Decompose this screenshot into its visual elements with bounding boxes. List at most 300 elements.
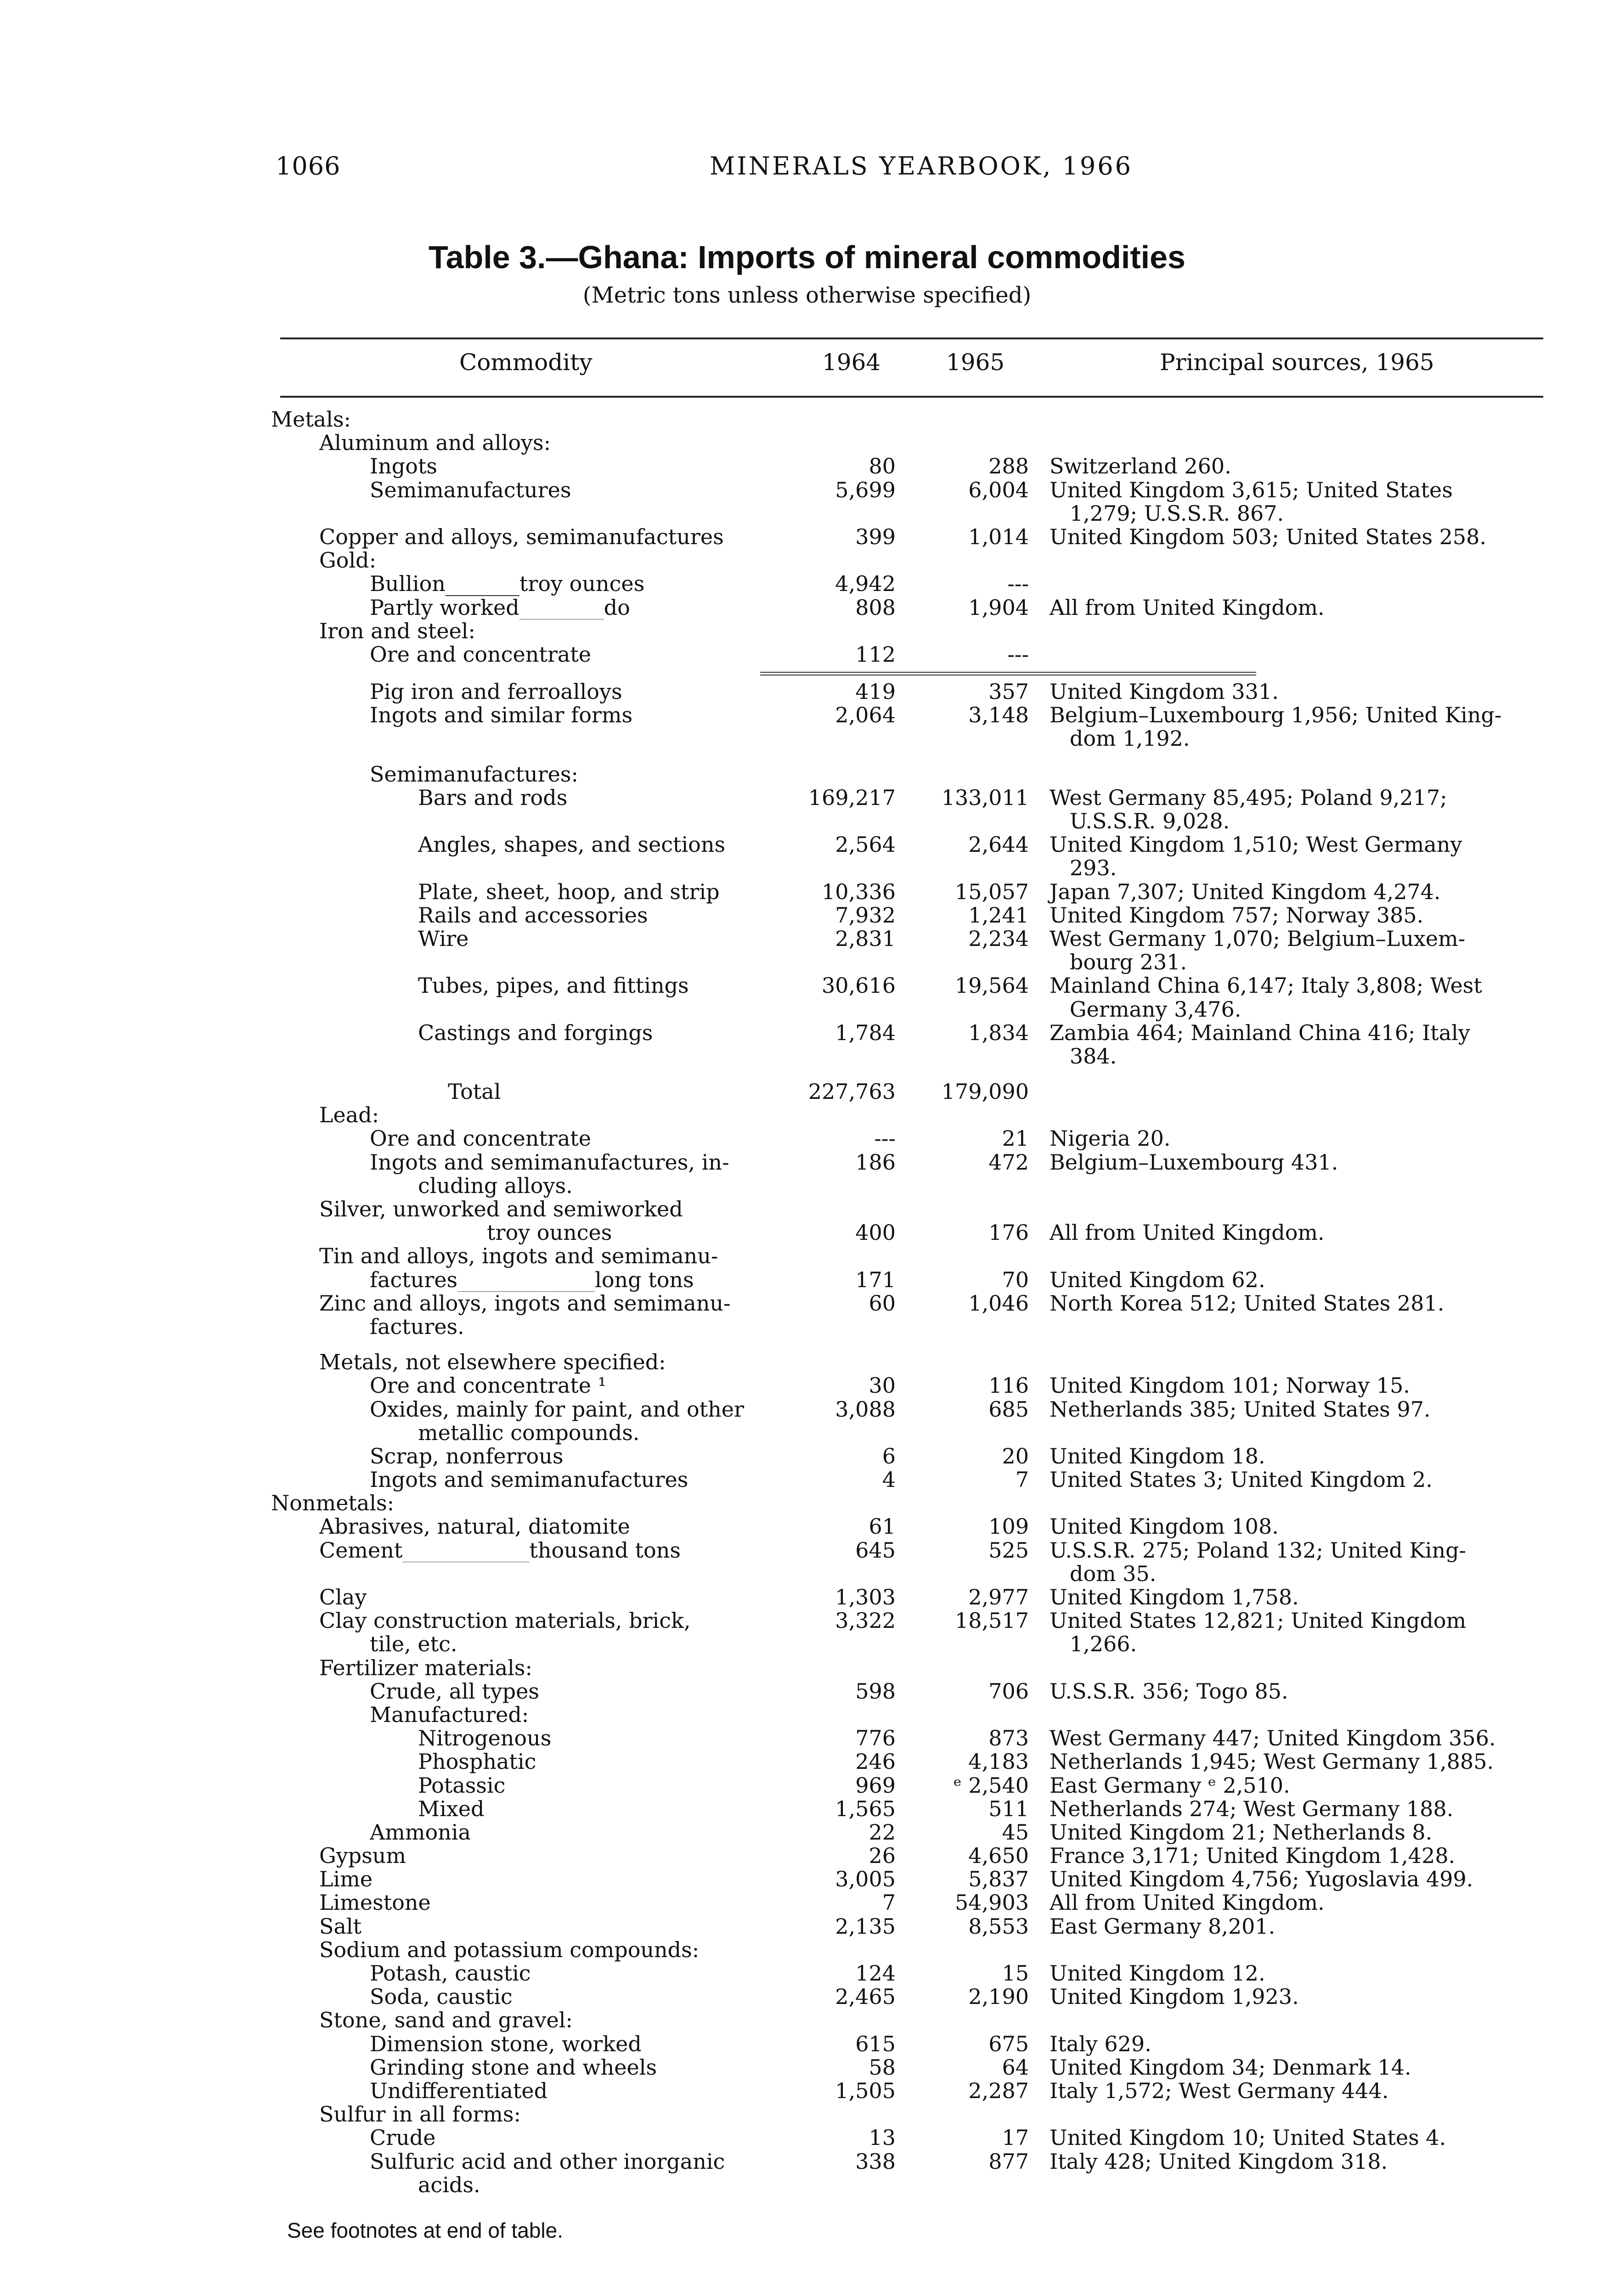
value-1965: 873 — [988, 1726, 1029, 1751]
commodity-cell — [319, 1103, 382, 1127]
value-1964: 3,005 — [835, 1867, 896, 1892]
value-1964: 776 — [855, 1726, 896, 1751]
principal-sources: United Kingdom 21; Netherlands 8. — [1050, 1819, 1433, 1845]
table-row — [271, 1609, 1557, 1632]
table-separator — [271, 666, 1557, 680]
value-1965: 2,977 — [968, 1585, 1029, 1609]
column-header-1965: 1965 — [946, 349, 1005, 376]
value-1965: 2,644 — [968, 832, 1029, 857]
commodity-cell — [370, 1821, 781, 1844]
table-row — [271, 1315, 1557, 1339]
value-1965: 133,011 — [941, 785, 1029, 810]
table-row — [271, 1351, 1557, 1374]
principal-sources: United States 3; United Kingdom 2. — [1050, 1467, 1433, 1492]
table-row — [271, 1938, 1557, 1962]
table-row — [271, 1292, 1557, 1315]
value-1965: 15 — [1002, 1961, 1029, 1986]
value-1965: 1,834 — [968, 1020, 1029, 1045]
table-row — [271, 1962, 1557, 1985]
principal-sources: U.S.S.R. 356; Togo 85. — [1050, 1678, 1288, 1704]
commodity-cell — [370, 1268, 781, 1292]
table-row — [271, 1586, 1557, 1609]
value-1964: --- — [874, 1126, 896, 1151]
principal-sources: Switzerland 260. — [1050, 454, 1231, 479]
table-spacer — [271, 1068, 1557, 1080]
commodity-cell — [418, 833, 781, 856]
table-row — [271, 2056, 1557, 2079]
table-row — [271, 1491, 1557, 1515]
table-row — [271, 1915, 1557, 1938]
value-1965: 1,904 — [968, 595, 1029, 620]
value-1965: 288 — [988, 454, 1029, 479]
value-1964: 969 — [855, 1773, 896, 1798]
principal-sources: dom 1,192. — [1050, 726, 1190, 751]
value-1964: 3,322 — [835, 1608, 896, 1633]
table-row — [271, 596, 1557, 619]
value-1964: 112 — [855, 642, 896, 667]
commodity-cell — [319, 2103, 524, 2126]
value-1965: 109 — [988, 1514, 1029, 1539]
value-1964: 26 — [869, 1843, 896, 1868]
principal-sources: Italy 428; United Kingdom 318. — [1050, 2149, 1388, 2174]
value-1964: 399 — [855, 524, 896, 549]
commodity-label: Nonmetals: — [271, 1491, 397, 1515]
value-1965: 4,650 — [968, 1843, 1029, 1868]
table-row — [271, 619, 1557, 643]
value-1965: 511 — [988, 1796, 1029, 1821]
principal-sources: United Kingdom 1,923. — [1050, 1984, 1299, 2009]
principal-sources: U.S.S.R. 275; Poland 132; United King- — [1050, 1537, 1467, 1563]
value-1965: 64 — [1002, 2054, 1029, 2080]
principal-sources: United Kingdom 101; Norway 15. — [1050, 1373, 1410, 1398]
value-1965: 6,004 — [968, 477, 1029, 502]
column-header-commodity: Commodity — [459, 349, 593, 376]
commodity-cell — [370, 1985, 781, 2009]
table-row — [271, 1221, 1557, 1244]
principal-sources: dom 35. — [1050, 1561, 1157, 1586]
commodity-label: Tubes, pipes, and fittings — [418, 974, 692, 997]
column-header-principal-sources: Principal sources, 1965 — [1160, 349, 1434, 376]
table-row — [271, 974, 1557, 997]
value-1965: 19,564 — [955, 973, 1029, 998]
table-row — [271, 1680, 1557, 1703]
value-1964: 1,303 — [835, 1585, 896, 1609]
commodity-label: Abrasives, natural, diatomite — [319, 1515, 633, 1538]
table-row — [271, 2103, 1557, 2126]
value-1965: 54,903 — [955, 1890, 1029, 1915]
value-1964: 2,064 — [835, 703, 896, 728]
principal-sources: United Kingdom 503; United States 258. — [1050, 524, 1486, 549]
principal-sources: United Kingdom 4,756; Yugoslavia 499. — [1050, 1867, 1473, 1892]
commodity-cell — [370, 1680, 781, 1703]
commodity-cell — [418, 1797, 781, 1821]
principal-sources: United Kingdom 331. — [1050, 679, 1279, 704]
principal-sources: France 3,171; United Kingdom 1,428. — [1050, 1843, 1456, 1868]
value-1964: 30 — [869, 1373, 896, 1398]
value-1964: 169,217 — [808, 785, 896, 810]
commodity-cell — [370, 1398, 747, 1421]
principal-sources: United Kingdom 108. — [1050, 1514, 1279, 1539]
table-row — [271, 431, 1557, 455]
table-spacer — [271, 1339, 1557, 1351]
commodity-label: Total — [448, 1080, 503, 1103]
value-1964: 2,564 — [835, 832, 896, 857]
commodity-cell — [370, 763, 581, 786]
commodity-cell — [370, 680, 781, 703]
table-row — [271, 951, 1557, 974]
commodity-cell — [370, 1127, 781, 1150]
commodity-label: troy ounces — [487, 1221, 615, 1244]
table-row — [271, 833, 1557, 856]
value-1964: 615 — [855, 2031, 896, 2056]
principal-sources: 1,266. — [1050, 1632, 1137, 1657]
principal-sources: United Kingdom 1,758. — [1050, 1585, 1299, 1609]
commodity-label: Cement____________thousand tons — [319, 1539, 683, 1562]
commodity-cell — [370, 596, 781, 619]
table-row — [271, 1398, 1557, 1421]
commodity-label: Phosphatic — [418, 1750, 539, 1773]
principal-sources: Italy 629. — [1050, 2031, 1151, 2056]
commodity-label: cluding alloys. — [418, 1174, 576, 1198]
commodity-label: Sulfur in all forms: — [319, 2103, 524, 2126]
table-row — [271, 1445, 1557, 1468]
principal-sources: United States 12,821; United Kingdom — [1050, 1608, 1467, 1633]
principal-sources: West Germany 1,070; Belgium–Luxem- — [1050, 926, 1466, 951]
table-row — [271, 680, 1557, 703]
value-1965: 1,014 — [968, 524, 1029, 549]
value-1965: 70 — [1002, 1267, 1029, 1292]
commodity-label: Iron and steel: — [319, 619, 478, 643]
table-row — [271, 1632, 1557, 1656]
commodity-label: Aluminum and alloys: — [319, 431, 553, 455]
table-row — [271, 1468, 1557, 1491]
value-1965: 5,837 — [968, 1867, 1029, 1892]
column-header-1964: 1964 — [822, 349, 881, 376]
table-row — [271, 1174, 1557, 1198]
commodity-cell — [418, 1421, 642, 1445]
principal-sources: Netherlands 274; West Germany 188. — [1050, 1796, 1454, 1821]
commodity-cell — [418, 2173, 483, 2197]
value-1965: 472 — [988, 1149, 1029, 1175]
commodity-label: Fertilizer materials: — [319, 1656, 535, 1680]
table-spacer — [271, 751, 1557, 763]
value-1964: 246 — [855, 1749, 896, 1774]
commodity-label: Ammonia — [370, 1821, 474, 1844]
commodity-cell — [319, 1539, 781, 1562]
value-1964: 2,465 — [835, 1984, 896, 2009]
table-header-rule — [280, 396, 1543, 398]
table-title: Table 3.—Ghana: Imports of mineral commodities — [429, 239, 1185, 275]
table-row — [271, 703, 1557, 727]
value-1965: 357 — [988, 679, 1029, 704]
value-1965: --- — [1007, 571, 1029, 597]
commodity-cell — [418, 927, 781, 951]
commodity-cell — [370, 1445, 781, 1468]
value-1964: 227,763 — [808, 1079, 896, 1104]
principal-sources: East Germany ᵉ 2,510. — [1050, 1773, 1290, 1798]
table-row — [271, 2173, 1557, 2197]
table-row — [271, 1374, 1557, 1397]
table-row — [271, 810, 1557, 833]
value-1965: 3,148 — [968, 703, 1029, 728]
value-1964: 1,565 — [835, 1796, 896, 1821]
value-1965: 45 — [1002, 1819, 1029, 1845]
commodity-label: tile, etc. — [370, 1632, 460, 1656]
value-1964: 4,942 — [835, 571, 896, 597]
commodity-cell — [319, 1292, 734, 1315]
commodity-label: Lime — [319, 1868, 375, 1891]
table-row — [271, 1539, 1557, 1562]
table-row — [271, 643, 1557, 666]
table-row — [271, 408, 1557, 431]
commodity-cell — [319, 1198, 686, 1221]
commodity-label: factures. — [370, 1315, 467, 1339]
commodity-label: Angles, shapes, and sections — [418, 833, 728, 856]
principal-sources: Germany 3,476. — [1050, 996, 1242, 1022]
principal-sources: Italy 1,572; West Germany 444. — [1050, 2078, 1389, 2103]
table-row — [271, 998, 1557, 1021]
table-row — [271, 1515, 1557, 1538]
value-1964: 2,135 — [835, 1913, 896, 1939]
commodity-cell — [271, 1491, 397, 1515]
value-1965: 20 — [1002, 1443, 1029, 1469]
commodity-label: Ingots and similar forms — [370, 703, 635, 727]
principal-sources: 293. — [1050, 855, 1117, 881]
commodity-label: Copper and alloys, semimanufactures — [319, 525, 727, 549]
principal-sources: United Kingdom 1,510; West Germany — [1050, 832, 1462, 857]
commodity-label: Bars and rods — [418, 786, 570, 810]
value-1964: 3,088 — [835, 1396, 896, 1422]
commodity-label: Plate, sheet, hoop, and strip — [418, 880, 722, 904]
table-row — [271, 502, 1557, 525]
commodity-cell — [370, 1632, 460, 1656]
table-row — [271, 2009, 1557, 2032]
commodity-cell — [370, 703, 781, 727]
commodity-label: Gypsum — [319, 1844, 409, 1868]
table-subtitle: (Metric tons unless otherwise specified) — [582, 282, 1032, 308]
commodity-cell — [319, 549, 379, 572]
table-row — [271, 1891, 1557, 1914]
table-row — [271, 1562, 1557, 1586]
commodity-label: Zinc and alloys, ingots and semimanu- — [319, 1292, 734, 1315]
commodity-label: Stone, sand and gravel: — [319, 2009, 576, 2032]
commodity-cell — [319, 1609, 693, 1632]
value-1965: 675 — [988, 2031, 1029, 2056]
value-1964: 645 — [855, 1537, 896, 1563]
value-1964: 13 — [869, 2125, 896, 2150]
value-1965: 18,517 — [955, 1608, 1029, 1633]
commodity-label: Potassic — [418, 1774, 508, 1797]
commodity-label: Potash, caustic — [370, 1962, 534, 1985]
value-1965: 2,190 — [968, 1984, 1029, 2009]
commodity-label: Grinding stone and wheels — [370, 2056, 660, 2079]
commodity-label: Semimanufactures — [370, 478, 574, 502]
commodity-cell — [370, 572, 781, 596]
principal-sources: Netherlands 385; United States 97. — [1050, 1396, 1431, 1422]
table-row — [271, 2126, 1557, 2150]
principal-sources: United Kingdom 3,615; United States — [1050, 477, 1453, 502]
commodity-label: Dimension stone, worked — [370, 2032, 644, 2056]
value-1965: 2,287 — [968, 2078, 1029, 2103]
table-row — [271, 727, 1557, 750]
table-row — [271, 1985, 1557, 2009]
principal-sources: United Kingdom 12. — [1050, 1961, 1265, 1986]
value-1964: 6 — [882, 1443, 896, 1469]
table-row — [271, 1080, 1557, 1103]
commodity-cell — [370, 1315, 467, 1339]
principal-sources: East Germany 8,201. — [1050, 1913, 1275, 1939]
running-title: MINERALS YEARBOOK, 1966 — [710, 152, 1133, 180]
table-row — [271, 1198, 1557, 1221]
commodity-cell — [370, 1962, 781, 1985]
commodity-cell — [319, 619, 478, 643]
value-1964: 60 — [869, 1290, 896, 1316]
principal-sources: West Germany 85,495; Poland 9,217; — [1050, 785, 1447, 810]
value-1965: --- — [1007, 642, 1029, 667]
principal-sources: North Korea 512; United States 281. — [1050, 1290, 1445, 1316]
commodity-label: Soda, caustic — [370, 1985, 515, 2009]
value-1964: 338 — [855, 2149, 896, 2174]
table-row — [271, 1821, 1557, 1844]
commodity-cell — [319, 1656, 535, 1680]
table-row — [271, 1844, 1557, 1868]
value-1965: 685 — [988, 1396, 1029, 1422]
commodity-label: Ore and concentrate — [370, 1127, 594, 1150]
commodity-label: Sulfuric acid and other inorganic — [370, 2150, 728, 2173]
commodity-cell — [370, 2150, 728, 2173]
value-1964: 598 — [855, 1678, 896, 1704]
value-1964: 4 — [882, 1467, 896, 1492]
commodity-label: Sodium and potassium compounds: — [319, 1938, 702, 1962]
value-1964: 1,784 — [835, 1020, 896, 1045]
commodity-cell — [319, 1891, 781, 1914]
commodity-label: Lead: — [319, 1103, 382, 1127]
value-1964: 30,616 — [822, 973, 896, 998]
table-row — [271, 1244, 1557, 1268]
value-1964: 400 — [855, 1220, 896, 1245]
commodity-cell — [448, 1080, 781, 1103]
value-1964: 171 — [855, 1267, 896, 1292]
value-1965: ᵉ 2,540 — [953, 1773, 1029, 1798]
value-1964: 80 — [869, 454, 896, 479]
value-1965: 1,046 — [968, 1290, 1029, 1316]
table-row — [271, 927, 1557, 951]
commodity-label: Silver, unworked and semiworked — [319, 1198, 686, 1221]
value-1965: 2,234 — [968, 926, 1029, 951]
commodity-cell — [370, 2056, 781, 2079]
table-row — [271, 572, 1557, 596]
commodity-label: Metals: — [271, 408, 354, 431]
table-body — [271, 408, 1557, 2197]
table-row — [271, 478, 1557, 502]
principal-sources: All from United Kingdom. — [1050, 1890, 1325, 1915]
commodity-label: Clay construction materials, brick, — [319, 1609, 693, 1632]
principal-sources: United Kingdom 18. — [1050, 1443, 1265, 1469]
principal-sources: Japan 7,307; United Kingdom 4,274. — [1050, 879, 1441, 904]
table-row — [271, 455, 1557, 478]
value-1964: 7 — [882, 1890, 896, 1915]
value-1965: 525 — [988, 1537, 1029, 1563]
commodity-label: Semimanufactures: — [370, 763, 581, 786]
commodity-label: Crude, all types — [370, 1680, 542, 1703]
table-row — [271, 1268, 1557, 1292]
table-row — [271, 1656, 1557, 1680]
value-1964: 61 — [869, 1514, 896, 1539]
commodity-cell — [418, 974, 781, 997]
commodity-cell — [418, 1774, 781, 1797]
commodity-label: Scrap, nonferrous — [370, 1445, 566, 1468]
table-row — [271, 1750, 1557, 1773]
table-row — [271, 786, 1557, 810]
commodity-label: acids. — [418, 2173, 483, 2197]
value-1965: 8,553 — [968, 1913, 1029, 1939]
table-row — [271, 904, 1557, 927]
table-row — [271, 525, 1557, 549]
principal-sources: United Kingdom 34; Denmark 14. — [1050, 2054, 1411, 2080]
commodity-label: Rails and accessories — [418, 904, 651, 927]
value-1965: 176 — [988, 1220, 1029, 1245]
commodity-label: Ingots and semimanufactures — [370, 1468, 691, 1491]
commodity-cell — [319, 1351, 669, 1374]
principal-sources: Zambia 464; Mainland China 416; Italy — [1050, 1020, 1470, 1045]
commodity-label: Wire — [418, 927, 471, 951]
value-1965: 21 — [1002, 1126, 1029, 1151]
table-row — [271, 1421, 1557, 1445]
principal-sources: United Kingdom 62. — [1050, 1267, 1265, 1292]
commodity-label: Manufactured: — [370, 1703, 531, 1727]
commodity-label: Pig iron and ferroalloys — [370, 680, 625, 703]
value-1965: 179,090 — [941, 1079, 1029, 1104]
principal-sources: Netherlands 1,945; West Germany 1,885. — [1050, 1749, 1494, 1774]
value-1964: 808 — [855, 595, 896, 620]
commodity-cell — [319, 1844, 781, 1868]
commodity-label: Castings and forgings — [418, 1021, 655, 1045]
commodity-cell — [319, 1938, 702, 1962]
table-row — [271, 1045, 1557, 1068]
commodity-label: Gold: — [319, 549, 379, 572]
principal-sources: Belgium–Luxembourg 1,956; United King- — [1050, 703, 1502, 728]
commodity-cell — [319, 1244, 721, 1268]
principal-sources: United Kingdom 10; United States 4. — [1050, 2125, 1446, 2150]
value-1964: 5,699 — [835, 477, 896, 502]
table-row — [271, 1727, 1557, 1750]
commodity-cell — [418, 1174, 576, 1198]
commodity-cell — [370, 1703, 531, 1727]
value-1965: 7 — [1015, 1467, 1029, 1492]
table-row — [271, 763, 1557, 786]
value-1964: 58 — [869, 2054, 896, 2080]
commodity-cell — [319, 525, 781, 549]
value-1964: 2,831 — [835, 926, 896, 951]
table-top-rule — [280, 338, 1543, 339]
commodity-label: Crude — [370, 2126, 438, 2150]
commodity-cell — [319, 1515, 781, 1538]
principal-sources: West Germany 447; United Kingdom 356. — [1050, 1726, 1496, 1751]
principal-sources: 384. — [1050, 1043, 1117, 1069]
table-row — [271, 2079, 1557, 2103]
commodity-label: Bullion_______troy ounces — [370, 572, 647, 596]
table-row — [271, 1774, 1557, 1797]
principal-sources: All from United Kingdom. — [1050, 1220, 1325, 1245]
commodity-cell — [370, 1374, 781, 1397]
commodity-label: Partly worked________do — [370, 596, 633, 619]
commodity-label: Ingots and semimanufactures, in- — [370, 1151, 732, 1174]
commodity-label: Mixed — [418, 1797, 487, 1821]
table-row — [271, 1151, 1557, 1174]
commodity-label: Ore and concentrate — [370, 643, 594, 666]
commodity-cell — [370, 478, 781, 502]
table-row — [271, 856, 1557, 880]
